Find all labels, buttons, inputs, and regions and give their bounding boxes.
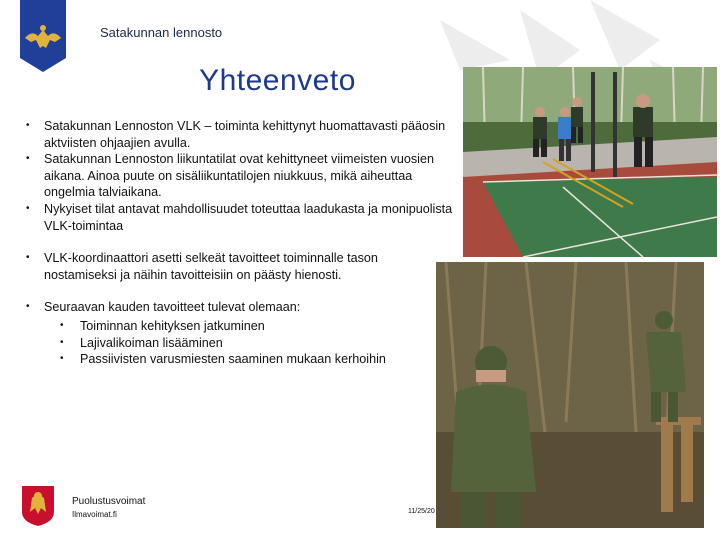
footer-date: 11/25/20 [408,508,435,515]
footer-website: Ilmavoimat.fi [72,510,117,519]
summary-bullet-list [24,118,454,368]
slide-title: Yhteenveto [199,64,356,97]
bullet-item: • Satakunnan Lennoston liikuntatilat ovat kehittyneet viimeisten vuosien aikana. Ainoa puute on sisäliikuntatilojen niukkuus, mikä aiheuttaa ongelmia talviaikana. [24,151,454,201]
bullet-item: • Satakunnan Lennoston VLK – toiminta kehittynyt huomattavasti pääosin aktviisten ohjaajien avulla. [24,118,454,151]
footer-org-name: Puolustusvoimat [72,496,146,507]
org-name: Satakunnan lennosto [100,25,223,40]
sub-bullet-item: • Passiivisten varusmiesten saaminen mukaan kerhoihin [44,351,454,368]
bullet-item: • Nykyiset tilat antavat mahdollisuudet toteuttaa laadukasta ja monipuolista VLK-toimintaa [24,201,454,234]
training-field-photo [463,67,717,257]
bullet-item: • VLK-koordinaattori asetti selkeät tavoitteet toiminnalle tason nostamiseksi ja näihin tavoitteisiin on päästy hienosti. [24,250,454,283]
air-force-eagle-crest-icon [20,0,66,72]
sub-bullet-item: • Lajivalikoiman lisääminen [44,335,454,352]
goals-sub-list [44,318,454,368]
bullet-item-label: Seuraavan kauden tavoitteet tulevat olemaan: [44,300,301,315]
sub-bullet-item: • Toiminnan kehityksen jatkuminen [44,318,454,335]
soldiers-obstacle-course-photo [436,262,704,528]
bullet-item-goals [24,299,454,367]
defence-forces-lion-logo-icon [20,484,56,526]
